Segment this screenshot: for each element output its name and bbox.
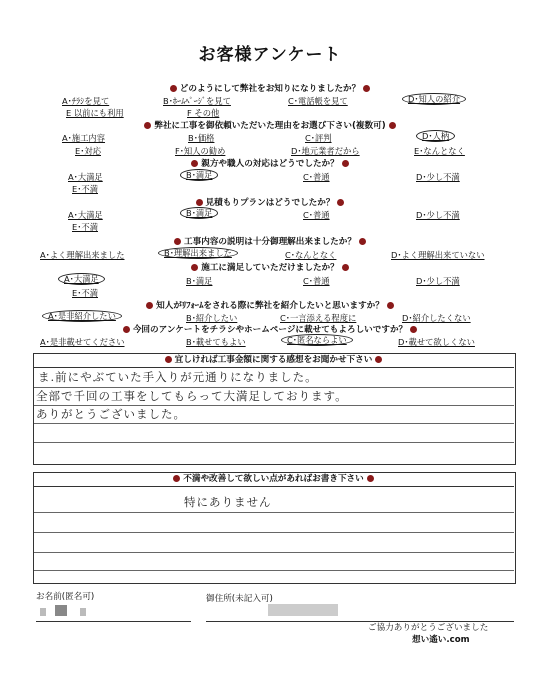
bullet-icon <box>363 85 370 92</box>
impressions-line-2: 全部で千回の工事をしてもらって大満足しております。 <box>36 389 348 403</box>
q3-option-d: D･少し不満 <box>416 172 460 182</box>
bullet-icon <box>174 238 181 245</box>
q4-option-d: D･少し不満 <box>416 210 460 220</box>
q5-option-c: C･なんとなく <box>285 250 337 260</box>
impressions-line-1: ま.前にやぶていた手入りが元通りになりました。 <box>38 370 318 384</box>
q7-option-d: D･紹介したくない <box>402 313 471 323</box>
q5-option-a: A･よく理解出来ました <box>40 250 125 260</box>
q1-option-a: A･ﾁﾗｼを見て <box>62 96 110 106</box>
bullet-icon <box>387 302 394 309</box>
thanks-text: ご協力ありがとうございました <box>368 623 489 633</box>
q2-option-f: F･知人の勧め <box>175 146 226 156</box>
bullet-icon <box>170 85 177 92</box>
bullet-icon <box>342 264 349 271</box>
q1-option-f: F その他 <box>187 108 220 118</box>
bullet-icon <box>146 302 153 309</box>
company-name: 想い遙い.com <box>412 635 470 645</box>
q2-option-a: A･施工内容 <box>62 133 106 143</box>
q7-option-a: A･是非紹介したい <box>42 310 122 322</box>
q8-option-c: C･匿名ならよい <box>281 334 353 346</box>
question-2: 弊社に工事を御依頼いただいた理由をお選び下さい(複数可) <box>0 119 540 131</box>
bullet-icon <box>337 199 344 206</box>
complaints-header: 不満や改善して欲しい点があればお書き下さい <box>33 472 514 487</box>
q6-option-a: A･大満足 <box>58 273 105 285</box>
bullet-icon <box>359 238 366 245</box>
redacted-address <box>268 604 338 616</box>
q8-option-b: B･載せてもよい <box>186 337 246 347</box>
q8-option-a: A･是非載せてください <box>40 337 125 347</box>
q6-option-d: D･少し不満 <box>416 276 460 286</box>
q4-option-c: C･普通 <box>303 210 330 220</box>
bullet-icon <box>191 264 198 271</box>
q8-option-d: D･載せて欲しくない <box>398 337 475 347</box>
q6-option-b: B･満足 <box>186 276 213 286</box>
q3-option-b: B･満足 <box>180 169 218 181</box>
question-4: 見積もりプランはどうでしたか？ <box>0 196 540 208</box>
question-1: どのようにして弊社をお知りになりましたか？ <box>0 82 540 94</box>
question-5: 工事内容の説明は十分御理解出来ましたか？ <box>0 235 540 247</box>
q4-option-e: E･不満 <box>72 222 98 232</box>
q2-option-c: C･評判 <box>305 133 332 143</box>
q2-option-d: D･人柄 <box>416 130 455 142</box>
q1-option-e: E 以前にも利用 <box>66 108 124 118</box>
bullet-icon <box>191 160 198 167</box>
q5-option-b: B･理解出来ました <box>158 247 238 259</box>
bullet-icon <box>410 326 417 333</box>
q5-option-d: D･よく理解出来ていない <box>391 250 485 260</box>
question-8: 今回のアンケートをチラシやホームページに載せてもよろしいですか？ <box>0 323 540 335</box>
q6-option-c: C･普通 <box>303 276 330 286</box>
complaints-box <box>33 472 516 584</box>
q3-option-a: A･大満足 <box>68 172 103 182</box>
impressions-line-3: ありがとうございました。 <box>36 407 186 421</box>
bullet-icon <box>196 199 203 206</box>
q2-option-e: E･対応 <box>75 146 101 156</box>
address-label: 御住所(未記入可) <box>206 594 273 604</box>
complaints-answer: 特にありません <box>184 495 272 509</box>
name-label: お名前(匿名可) <box>36 592 95 602</box>
bullet-icon <box>123 326 130 333</box>
q4-option-a: A･大満足 <box>68 210 103 220</box>
q1-option-c: C･電話帳を見て <box>288 96 348 106</box>
question-6: 施工に満足していただけましたか？ <box>0 261 540 273</box>
q3-option-c: C･普通 <box>303 172 330 182</box>
redacted-name <box>40 608 46 616</box>
question-3: 親方や職人の対応はどうでしたか？ <box>0 157 540 169</box>
bullet-icon <box>389 122 396 129</box>
q3-option-e: E･不満 <box>72 184 98 194</box>
q7-option-b: B･紹介したい <box>186 313 238 323</box>
q1-option-b: B･ﾎｰﾑﾍﾟｰｼﾞを見て <box>163 96 231 106</box>
q2-option-b: B･価格 <box>188 133 215 143</box>
q2-option-h: E･なんとなく <box>414 146 465 156</box>
question-7: 知人がﾘﾌｫｰﾑをされる際に弊社を紹介したいと思いますか？ <box>0 299 540 311</box>
bullet-icon <box>342 160 349 167</box>
bullet-icon <box>144 122 151 129</box>
q6-option-e: E･不満 <box>72 288 98 298</box>
impressions-header: 宜しければ工事金額に関する感想をお聞かせ下さい <box>33 353 514 368</box>
q4-option-b: B･満足 <box>180 207 218 219</box>
q7-option-c: C･一言添える程度に <box>280 313 357 323</box>
q2-option-g: D･地元業者だから <box>291 146 360 156</box>
page-title: お客様アンケート <box>198 45 342 65</box>
q1-option-d: D･知人の紹介 <box>402 93 466 105</box>
